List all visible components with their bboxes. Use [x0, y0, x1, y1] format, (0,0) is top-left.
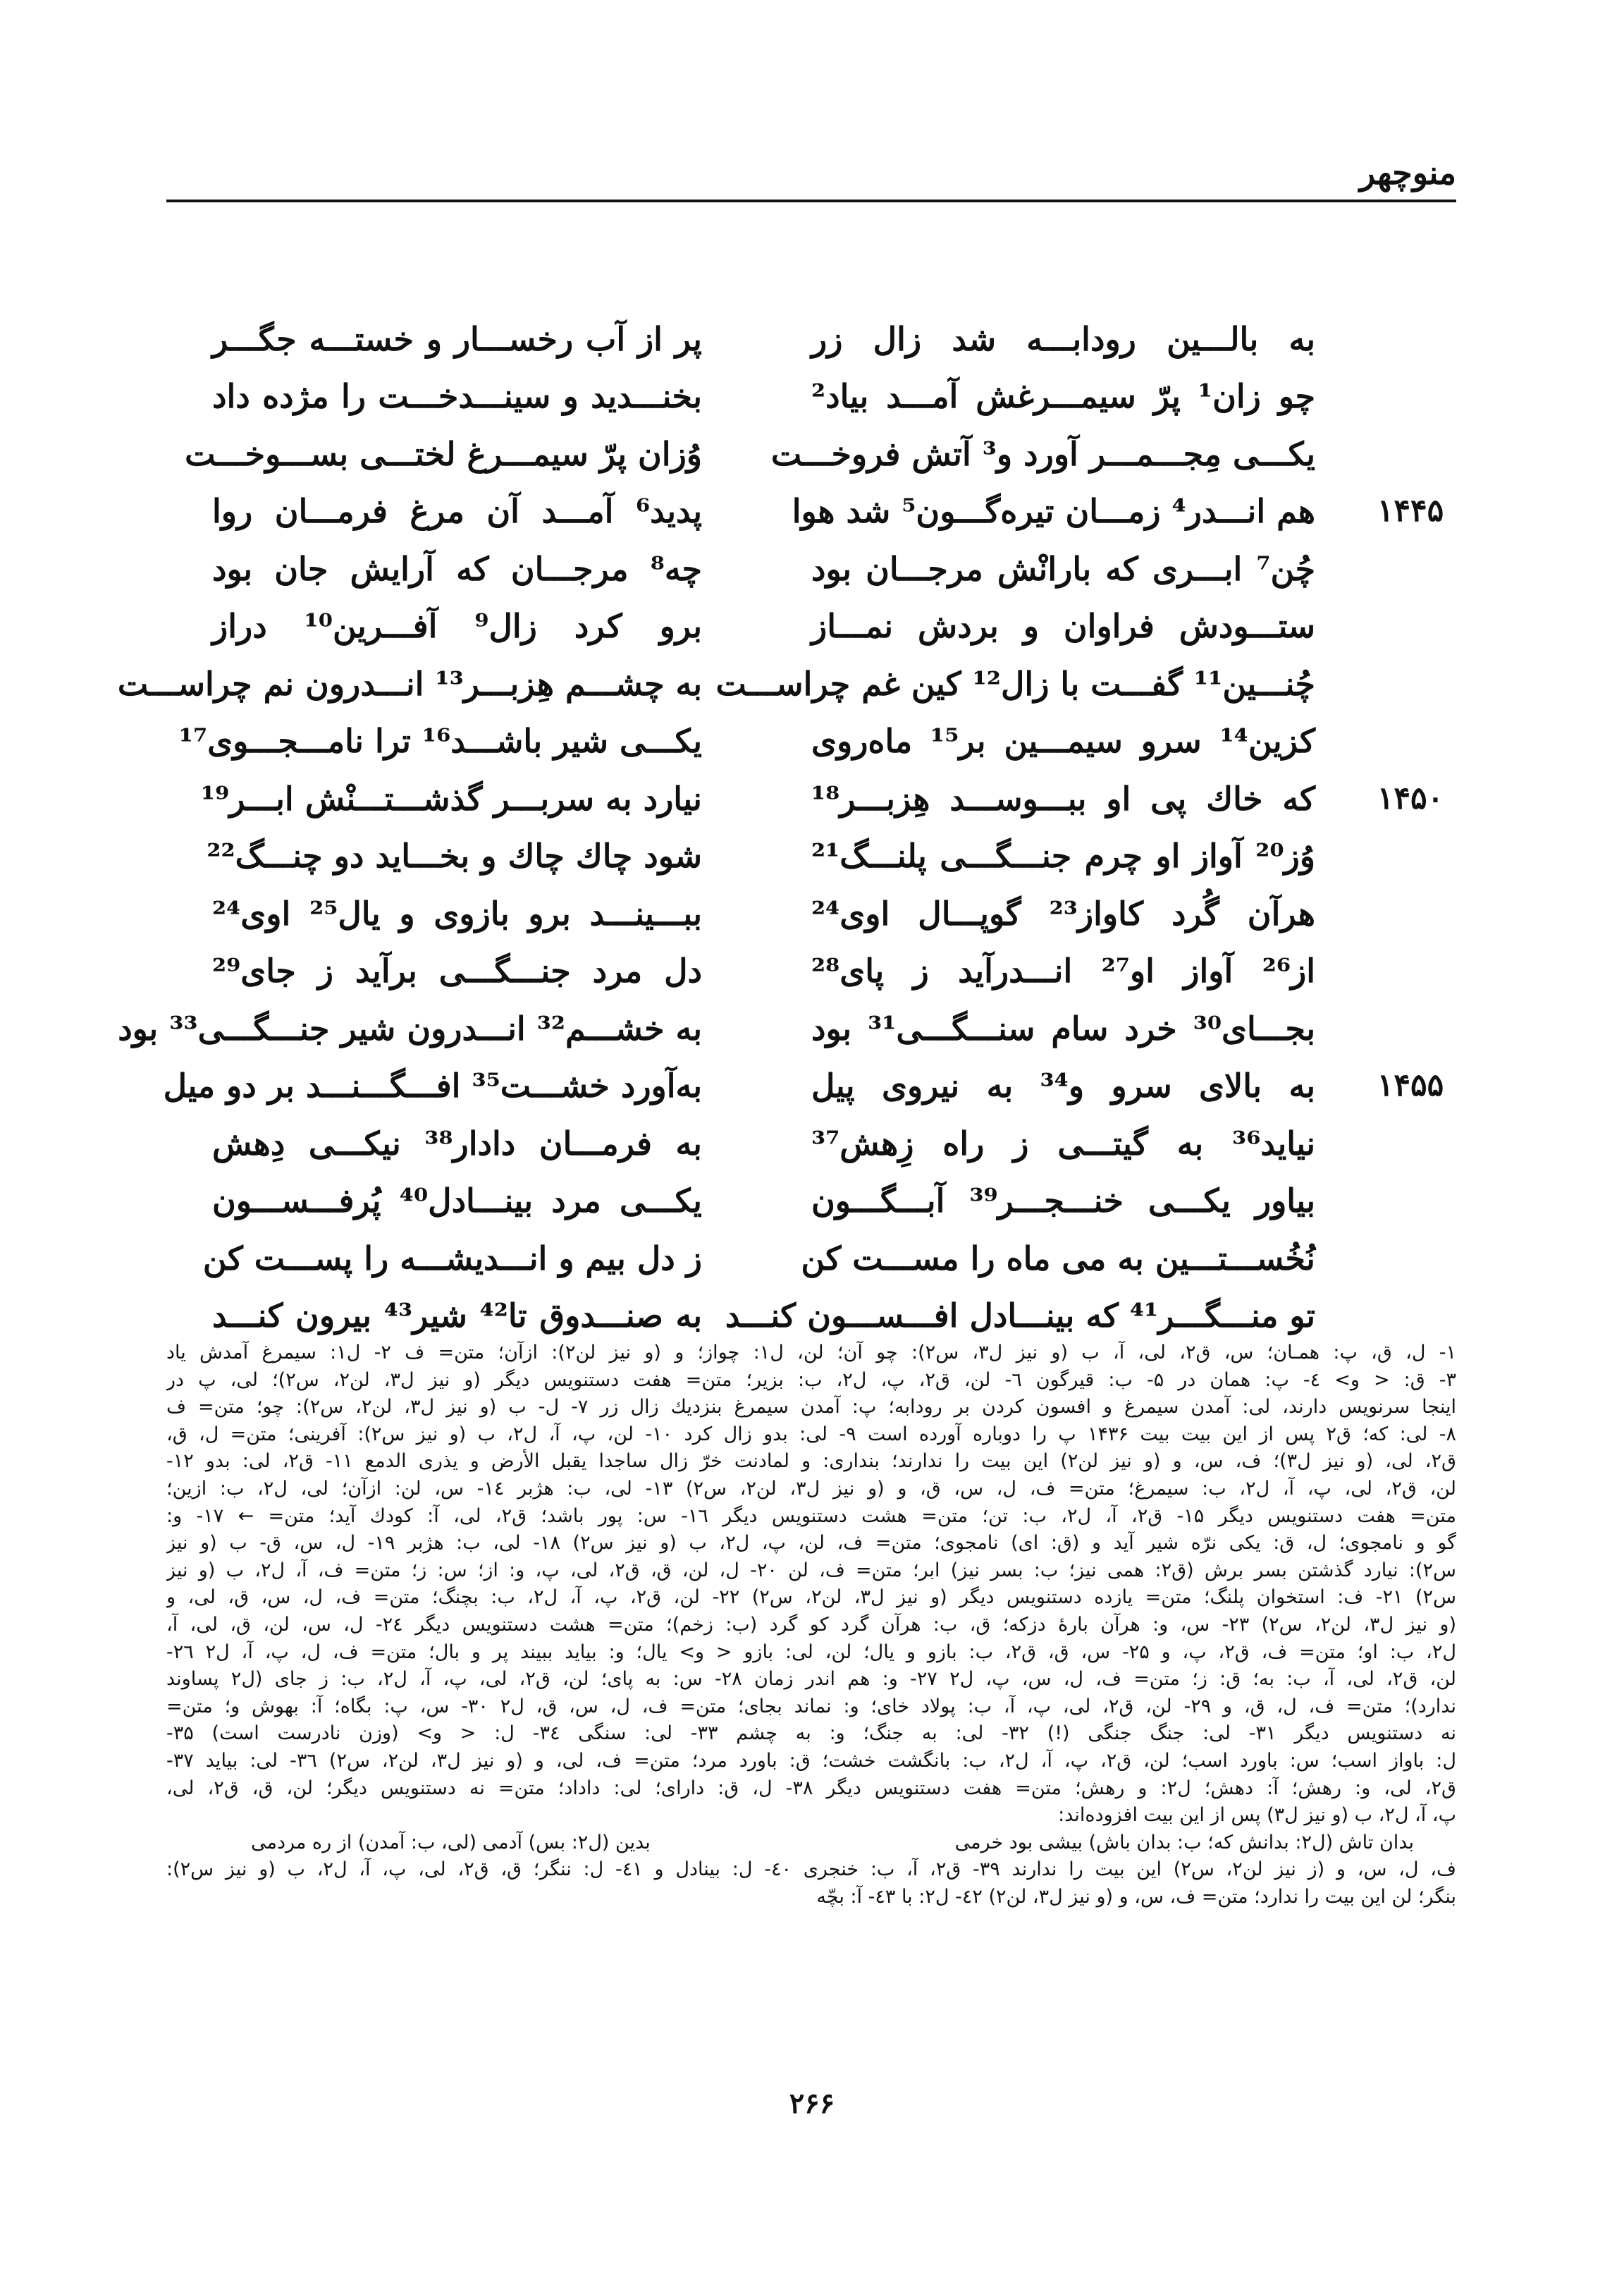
hemistich-second: نیارد به سربـــر گذشـــتـــنْش ابـــر¹⁹	[200, 779, 702, 818]
footnote-line: ق۲، لی، (و نیز ل۳)؛ ف، س، و (و نیز لن۲) این بیت را ندارند؛ بنداری: و لمادنت خرّ زال ساجدا یقبل الأرض و یذری الدمع ۱۱- ق۲، لی: بدو ۱۲-	[166, 1450, 1456, 1473]
hemistich-first: یکـــی مِجـــمـــر آورد و³ آتش فروخـــت	[770, 434, 1315, 473]
hemistich-first: بیاور یکـــی خنـــجـــر³⁹ آبـــگـــون	[811, 1182, 1315, 1220]
hemistich-second: دل مرد جنـــگـــی برآید ز جای²⁹	[212, 952, 702, 991]
footnote-line: ل: باواز اسب؛ س: باورد اسب؛ لن، ق۲، پ، آ، ل۲، ب: بانگشت خشت؛ ق: باورد مرد؛ متن= ف، لی، و (و نیز ل۳، لن۲، س۲) ۳٦- لی: بیاید ۳۷-	[166, 1749, 1456, 1772]
footnote-line: (و نیز ل۳، لن۲، س۲) ۲۳- س، و: هرآن بارهٔ دزکه؛ ق، ب: هرآن گرد کو گرد (ب: زخم)؛ متن= هشت دستنویس دیگر ۲٤- ل، س، لن، ق، لی، آ،	[166, 1613, 1456, 1636]
verse-row	[166, 310, 1456, 368]
running-title: منوچهر	[1359, 154, 1456, 192]
hemistich-first: بجـــای³⁰ خرد سام سنـــگـــی³¹ بود	[811, 1009, 1315, 1048]
footnote-line: پ، آ، ل۲، ب (و نیز ل۳) پس از این بیت افزوده‌اند:	[1058, 1804, 1456, 1827]
hemistich-first: هرآن گُرد کاواز²³ گوپـــال اوی²⁴	[811, 894, 1315, 933]
hemistich-first: به بالای سرو و³⁴ به نیروی پیل	[811, 1067, 1315, 1105]
added-verse-first: بدان تاش (ل۲: بدانش که؛ ب: بدان باش) بیشی بود خرمی	[954, 1831, 1414, 1853]
verse-number: ۱۴۴۵	[1377, 493, 1444, 529]
footnote-line: لن، ق۲، لی، آ، ب: به؛ ق: ز؛ متن= ف، ل، س، پ، ل۲ ۲۷- و: هم اندر زمان ۲۸- س: به پای؛ لن، ق۲، لی، پ، آ، ل۲، ب: ز جای (ل۲ پساوند	[166, 1668, 1456, 1691]
verse-row	[166, 1115, 1456, 1172]
verse-block	[117, 310, 1456, 1344]
footnote-line: س۲) ۲۱- ف: استخوان پلنگ؛ متن= یازده دستنویس دیگر (و نیز ل۳، لن۲، س۲) ۲۲- لن، ق۲، پ، آ، ل۲، ب: بچنگ؛ متن= ف، ل، س، ق، لی، و	[166, 1586, 1456, 1609]
hemistich-first: چُن⁷ ابـــری که بارانْش مرجـــان بود	[811, 549, 1315, 588]
footnote-line: ل۲، ب: او؛ متن= ف، ق۲، پ، و ۲۵- س، ق، ق۲، ب: بازو و یال؛ لن، لی: بازو < و> یال؛ و: بیاید ببیند پر و بال؛ متن= ف، ل، پ، آ، ل۲ ۲٦-	[166, 1641, 1456, 1663]
footnote-line: اینجا سرنویس دارند، لی: آمدن سیمرغ و افسون کردن بر رودابه؛ پ: آمدن سیمرغ بنزدیك زال زر ۷- ل- ب (و نیز ل۳، لن۲، س۲): چو؛ متن= ف	[166, 1396, 1456, 1418]
footnote-line: ۸- لی: که؛ ق۲ پس از این بیت بیت ۱۴۳۶ پ را دوباره آورده است ۹- لی: بدو زال کرد ۱۰- لن، پ، آ، ل۲، ب (و نیز س۲): آفرینی؛ متن= ل، ق،	[166, 1423, 1456, 1445]
footnote-line: ق۲، لی، و: رهش؛ آ: دهش؛ ل۲: و رهش؛ متن= هفت دستنویس دیگر ۳۸- ل، ق: دارای؛ لی: داداد؛ متن= نه دستنویس دیگر؛ لن، ق، ق۲، لی،	[166, 1777, 1456, 1799]
added-verse-second: بدین (ل۲: بس) آدمی (لی، ب: آمدن) از ره مردمی	[251, 1831, 651, 1853]
verse-row	[117, 655, 1456, 713]
verse-row	[166, 540, 1456, 598]
hemistich-first: ستـــودش فراوان و بردش نمـــاز	[811, 607, 1315, 646]
hemistich-second: یکـــی شیر باشـــد¹⁶ ترا نامـــجـــوی¹⁷	[178, 722, 702, 761]
hemistich-first: که خاك پی او ببـــوســـد هِزبـــر¹⁸	[811, 779, 1315, 818]
hemistich-second: به صنـــدوق تا⁴² شیر⁴³ بیرون کنـــد	[212, 1297, 702, 1335]
verse-row	[166, 598, 1456, 656]
hemistich-second: بخنـــدید و سینـــدخـــت را مژده داد	[212, 377, 702, 416]
footnote-lines	[166, 1340, 1456, 1829]
running-header	[166, 152, 1456, 201]
header-rule	[166, 200, 1456, 202]
verse-row	[166, 1230, 1456, 1287]
hemistich-first: تو منـــگـــر⁴¹ که بینـــادل افـــســـون کنـــد	[725, 1297, 1315, 1335]
added-verse	[251, 1829, 1414, 1857]
hemistich-second: به خشـــم³² انـــدرون شیر جنـــگـــی³³ بود	[118, 1009, 702, 1048]
footnote-line: ۳- ق: < و> ٤- پ: همان در ۵- ب: قیرگون ٦- لن، ق۲، پ، ل۲، ب: بزیر؛ متن= هفت دستنویس دیگر (و نیز ل۳، لن۲، س۲)؛ لی، پ در	[166, 1368, 1456, 1391]
hemistich-second: به‌آورد خشـــت³⁵ افـــگـــنـــد بر دو میل	[163, 1067, 702, 1105]
verse-row	[166, 713, 1456, 771]
verse-row	[166, 770, 1456, 828]
footnote-line: گو و نامجوی؛ ل، ق: یکی نرّه شیر آید و (ق: ای) نامجوی؛ متن= ف، لن، پ، ل۲، ب (و نیز س۲) ۱۸- لی، ب: هژبر ۱۹- ل، س، ق- ب (و نیز	[166, 1532, 1456, 1555]
hemistich-first: هم انـــدر⁴ زمـــان تیره‌گـــون⁵ شد هوا	[792, 492, 1315, 531]
footnote-line: متن= هفت دستنویس دیگر ۱۵- ق۲، آ، ل۲، ب: تن؛ متن= هشت دستنویس دیگر ١٦- س: پور باشد؛ ق۲، لی، آ: کودك آید؛ متن= ← ۱۷- و:	[166, 1504, 1456, 1527]
hemistich-first: وُز²⁰ آواز او چرم جنـــگـــی پلنـــگ²¹	[811, 837, 1315, 876]
verse-row	[166, 885, 1456, 943]
hemistich-second: برو کرد زال⁹ آفـــرین¹⁰ دراز	[212, 607, 702, 646]
footnote-line: نه دستنویس دیگر ۳۱- لی: جنگ جنگی (!) ۳۲- لی: به جنگ؛ و: به چشم ۳۳- لی: سنگی ۳٤- ل: < و> (وزن نادرست است) ۳۵-	[166, 1722, 1456, 1745]
hemistich-second: ببـــینـــد برو بازوی و یال²⁵ اوی²⁴	[212, 894, 702, 933]
hemistich-first: به بالـــین رودابـــه شد زال زر	[811, 319, 1315, 358]
verse-row	[166, 1172, 1456, 1230]
footnote-closing-lines	[166, 1856, 1456, 1911]
hemistich-second: پر از آب رخســـار و خستـــه جگـــر	[212, 319, 702, 358]
footnote-line: ف، ل، س، و (ز نیز لن۲، س۲) این بیت را ندارند ۳۹- ق۲، آ، ب: خنجری ٤۰- ل: بینادل و ٤۱- ل: ننگر؛ ق، ق۲، لی، پ، آ، ل۲، ب (و نیز س۲):	[166, 1858, 1456, 1881]
hemistich-first: چو زان¹ پرّ سیمـــرغش آمـــد بیاد²	[811, 377, 1315, 416]
footnotes	[166, 1340, 1456, 1911]
footnote-line: بنگر؛ لن این بیت را ندارد؛ متن= ف، س، و (و نیز ل۳، لن۲) ٤۲- ل۲: با ٤۳- آ: بچّه	[816, 1885, 1456, 1908]
footnote-line: س۲): نیارد گذشتن بسر برش (ق۲: همی نیز؛ ب: بسر نیز) ابر؛ متن= ف، لن ۲۰- ل، لن، ق، ق۲، لی، پ، و: از؛ س: ز؛ متن= ف، آ، ل۲، ب (و نیز	[166, 1559, 1456, 1581]
hemistich-second: یکـــی مرد بینـــادل⁴⁰ پُرفـــســـون	[212, 1182, 702, 1220]
verse-row	[166, 828, 1456, 885]
footnote-line: لن، ق۲، لی، پ، آ، ل۲، ب: سیمرغ؛ متن= ف، ل، س، ق، و (و نیز ل۳، لن۲، س۲) ۱۳- لی، ب: هژبر ١٤- س، لن: ازآن؛ لی، ل۲، ب: ازین؛	[166, 1477, 1456, 1500]
verse-row	[166, 368, 1456, 426]
verse-row	[166, 483, 1456, 541]
verse-number: ۱۴۵۵	[1377, 1067, 1444, 1104]
hemistich-second: شود چاك چاك و بخـــاید دو چنـــگ²²	[207, 837, 702, 876]
footnote-line: ۱- ل، ق، پ: همـان؛ س، ق۲، لی، آ، ب (و نیز ل۳، س۲): چو آن؛ لن، ل۱: چواز؛ و (و نیز لن۲): ازآن؛ متن= ف ۲- ل۱: سیمرغ آمدش یاد	[166, 1342, 1456, 1363]
hemistich-second: ز دل بیم و انـــدیشـــه را پســـت کن	[202, 1239, 702, 1277]
hemistich-first: نیاید³⁶ به گیتـــی ز راه زِهش³⁷	[811, 1124, 1315, 1163]
hemistich-first: از²⁶ آواز او²⁷ انـــدرآید ز پای²⁸	[811, 952, 1315, 991]
hemistich-second: وُزان پرّ سیمـــرغ لختـــی بســـوخـــت	[185, 434, 702, 473]
hemistich-first: چُنـــین¹¹ گفـــت با زال¹² کین غم چراســـت	[715, 664, 1315, 703]
verse-row	[166, 425, 1456, 483]
footnote-line: ندارد)؛ متن= ف، ل، ق، و ۲۹- لن، ق۲، لی، پ، آ، ب: پولاد خای؛ و: نماند بجای؛ متن= ف، ل، س، ق، ل۲ ۳۰- س، پ: بگاه؛ آ: بهوش و؛ متن=	[166, 1695, 1456, 1717]
verse-number: ۱۴۵۰	[1377, 780, 1444, 816]
hemistich-first: کزین¹⁴ سرو سیمـــین بر¹⁵ ماه‌روی	[811, 722, 1315, 761]
hemistich-second: پدید⁶ آمـــد آن مرغ فرمـــان روا	[212, 492, 702, 531]
hemistich-second: به چشـــم هِزبـــر¹³ انـــدرون نم چراســـت	[117, 664, 702, 703]
verse-row	[118, 1000, 1456, 1058]
verse-row	[166, 1287, 1456, 1345]
verse-row	[166, 943, 1456, 1000]
verse-row	[163, 1058, 1456, 1115]
hemistich-first: نُخُســـتـــین به می ماه را مســـت کن	[801, 1239, 1315, 1277]
page-number: ۲۶۶	[789, 2087, 835, 2120]
hemistich-second: به فرمـــان دادار³⁸ نیکـــی دِهش	[212, 1124, 702, 1163]
hemistich-second: چه⁸ مرجـــان که آرایش جان بود	[212, 549, 702, 588]
